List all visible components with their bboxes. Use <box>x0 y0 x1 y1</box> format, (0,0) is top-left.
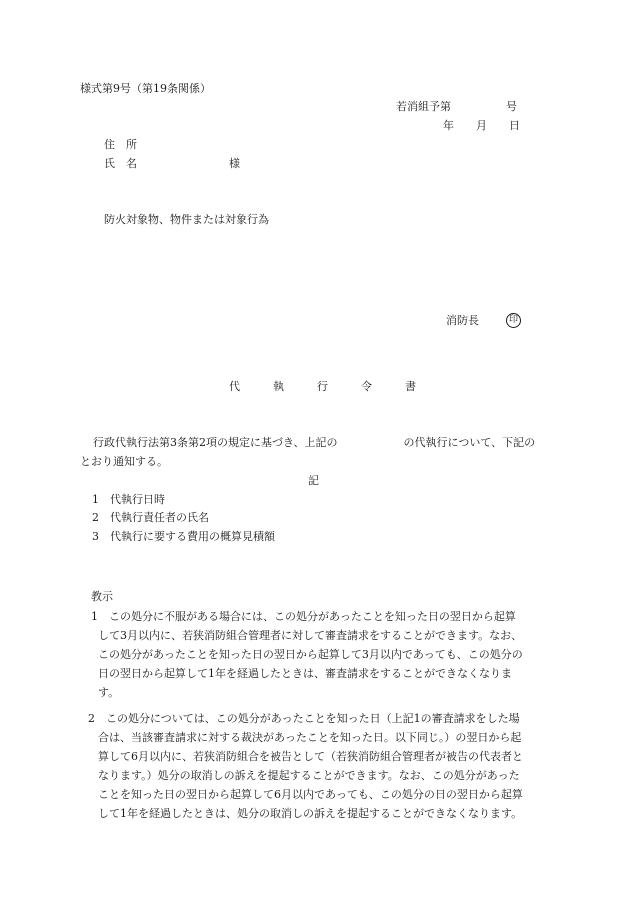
title-char: 執 <box>273 380 284 393</box>
notice-item-2-line: ことを知った日の翌日から起算して6月以内であっても、この処分の日の翌日から起算 <box>98 788 523 801</box>
notice-item-1-line: 日の翌日から起算して1年を経過したときは、審査請求をすることができなくなりま <box>98 667 512 680</box>
title-char: 書 <box>405 380 416 393</box>
issuer-title: 消防長 <box>446 314 479 327</box>
notice-heading: 教示 <box>91 590 113 603</box>
notice-item-2-line: 2 この処分については、この処分があったことを知った日（上記1の審査請求をした場 <box>88 712 520 725</box>
notice-item-1-line: す。 <box>98 686 120 699</box>
notice-item-1-line: 1 この処分に不服がある場合には、この処分があったことを知った日の翌日から起算 <box>91 610 516 623</box>
list-item: 3 代執行に要する費用の概算見積額 <box>92 530 275 543</box>
title-char: 代 <box>229 380 240 393</box>
notice-item-2-line: 算して6月以内に、若狭消防組合を被告として（若狭消防組合管理者が被告の代表者と <box>98 750 523 763</box>
subject-label: 防火対象物、物件または対象行為 <box>104 213 269 226</box>
title-char: 行 <box>317 380 328 393</box>
recipient-address-label: 住 所 <box>104 138 137 151</box>
issue-date: 年 月 日 <box>443 119 520 132</box>
list-item: 2 代執行責任者の氏名 <box>92 511 209 524</box>
ki-label: 記 <box>308 474 319 487</box>
document-title <box>229 380 416 394</box>
notice-item-2-line: して1年を経過したときは、処分の取消しの訴えを提起することができなくなります。 <box>98 807 523 820</box>
recipient-name-label: 氏 名 <box>104 157 137 170</box>
document-number: 若消組予第 号 <box>396 100 517 113</box>
title-char: 令 <box>361 380 372 393</box>
body-line-1: 行政代執行法第3条第2項の規定に基づき、上記の の代執行について、下記の <box>93 436 536 449</box>
recipient-honorific: 様 <box>229 157 240 170</box>
seal-mark: 印 <box>506 313 521 328</box>
list-item: 1 代執行日時 <box>92 493 165 506</box>
notice-item-2-line: なります。）処分の取消しの訴えを提起することができます。なお、この処分があった <box>98 769 520 782</box>
notice-item-1-line: この処分があったことを知った日の翌日から起算して3月以内であっても、この処分の <box>98 648 523 661</box>
notice-item-1-line: して3月以内に、若狭消防組合管理者に対して審査請求をすることができます。なお、 <box>98 629 523 642</box>
form-number: 様式第9号（第19条関係） <box>80 82 211 95</box>
notice-item-2-line: 合は、当該審査請求に対する裁決があったことを知った日。以下同じ。）の翌日から起 <box>98 731 522 744</box>
body-line-2: とおり通知する。 <box>80 455 168 468</box>
